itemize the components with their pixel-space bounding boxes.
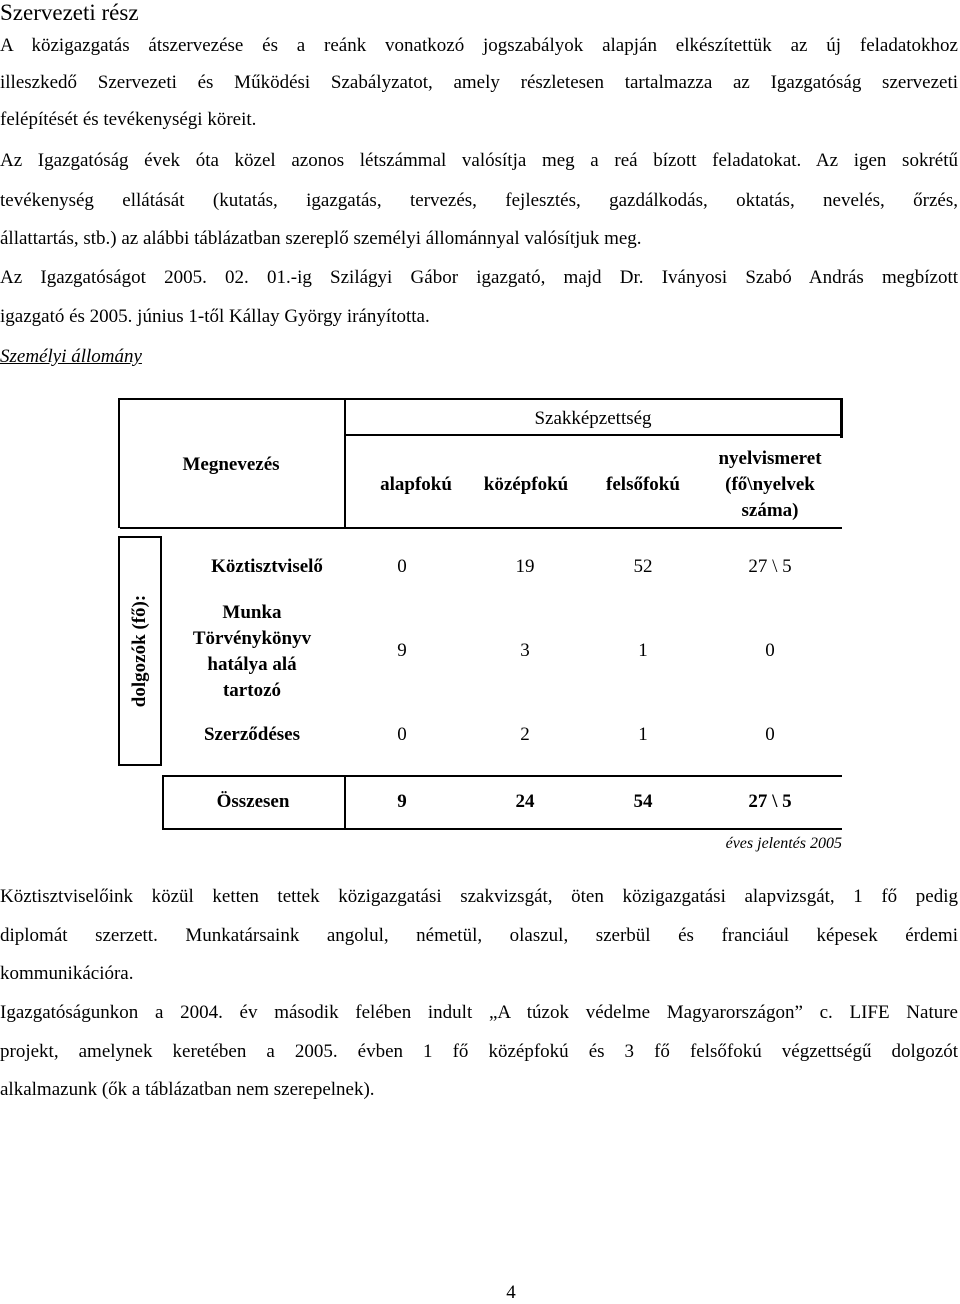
para4-line-1: Köztisztviselőink közül ketten tettek közigazgatási szakvizsgát, öten közigazgatási alapvizsgát, 1 fő pedig <box>0 886 958 907</box>
para2-line-1: Az Igazgatóság évek óta közel azonos létszámmal valósítja meg a reá bízott feladatokat. Az igen sokrétű <box>0 150 958 171</box>
intro-line-1: A közigazgatás átszervezése és a reánk vonatkozó jogszabályok alapján elkészítettük az új feladatokhoz <box>0 35 958 56</box>
table-cell: 9 <box>397 791 407 812</box>
table-source-note: éves jelentés 2005 <box>725 835 842 852</box>
table-cell: 0 <box>397 556 407 577</box>
intro-line-2: illeszkedő Szervezeti és Működési Szabályzatot, amely részletesen tartalmazza az Igazgatóság szervezeti <box>0 72 958 93</box>
para5-line-2: projekt, amelynek keretében a 2005. évben 1 fő középfokú és 3 fő felsőfokú végzettségű dolgozót <box>0 1041 958 1062</box>
row-name-osszesen: Összesen <box>216 791 290 812</box>
para4-line-2: diplomát szerzett. Munkatársaink angolul, németül, olaszul, szerbül és franciául képesek érdemi <box>0 925 958 946</box>
name-header: Megnevezés <box>182 454 280 475</box>
para3-line-2: igazgató és 2005. június 1-től Kállay György irányította. <box>0 306 430 327</box>
table-cell: 24 <box>515 791 535 812</box>
para2-line-3: állattartás, stb.) az alábbi táblázatban szereplő személyi állománnyal valósítjuk meg. <box>0 228 642 249</box>
row-name-szerzodeses: Szerződéses <box>203 724 301 745</box>
col-header-nyelvismeret: nyelvismeret (fő\nyelvek száma) <box>718 448 822 521</box>
para5-line-3: alkalmazunk (ők a táblázatban nem szerepelnek). <box>0 1079 375 1100</box>
table-cell: 0 <box>765 724 775 745</box>
col-header-felsofoku: felsőfokú <box>606 474 680 495</box>
group-header: Szakképzettség <box>534 408 652 429</box>
subheading-personnel: Személyi állomány <box>0 346 142 367</box>
table-cell: 52 <box>633 556 653 577</box>
intro-line-3: felépítését és tevékenységi köreit. <box>0 109 257 130</box>
table-cell: 54 <box>633 791 653 812</box>
para4-line-3: kommunikációra. <box>0 963 134 984</box>
para5-line-1: Igazgatóságunkon a 2004. év második felében indult „A túzok védelme Magyarországon” c. LIFE Nature <box>0 1002 958 1023</box>
table-cell: 19 <box>515 556 535 577</box>
table-cell: 2 <box>520 724 530 745</box>
para3-line-1: Az Igazgatóságot 2005. 02. 01.-ig Szilágyi Gábor igazgató, majd Dr. Iványosi Szabó András megbízott <box>0 267 958 288</box>
table-cell: 0 <box>397 724 407 745</box>
table-cell: 3 <box>520 640 530 661</box>
side-label-employees: dolgozók (fő): <box>129 594 150 708</box>
row-name-munka-torvenykonyv: Munka Törvénykönyv hatálya alá tartozó <box>192 602 312 701</box>
page-number: 4 <box>506 1282 516 1303</box>
table-cell: 9 <box>397 640 407 661</box>
table-cell: 27 \ 5 <box>748 791 792 812</box>
section-title: Szervezeti rész <box>0 0 139 25</box>
col-header-kozepfoku: középfokú <box>483 474 569 495</box>
table-cell: 27 \ 5 <box>748 556 792 577</box>
para2-line-2: tevékenység ellátását (kutatás, igazgatás, tervezés, fejlesztés, gazdálkodás, oktatás, nevelés, őrzés, <box>0 190 958 211</box>
row-name-koztisztviselo: Köztisztviselő <box>211 556 323 577</box>
table-cell: 0 <box>765 640 775 661</box>
table-cell: 1 <box>638 724 648 745</box>
col-header-alapfoku: alapfokú <box>380 474 452 495</box>
table-cell: 1 <box>638 640 648 661</box>
